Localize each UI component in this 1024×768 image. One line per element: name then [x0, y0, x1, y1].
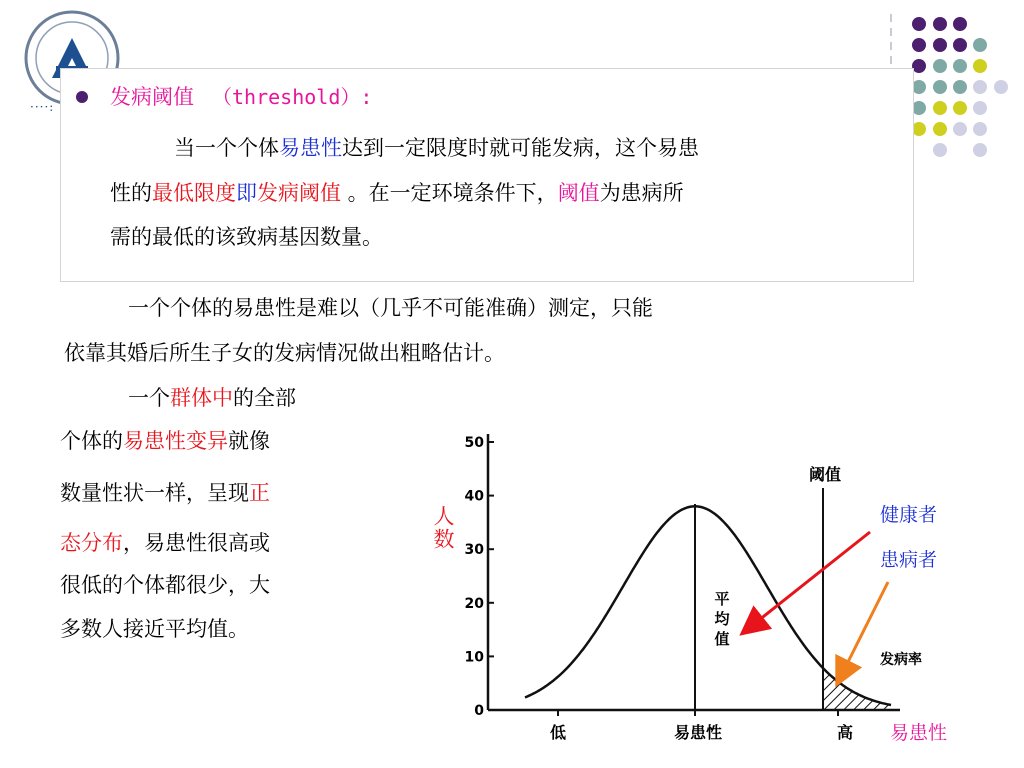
y-ticks — [465, 435, 494, 719]
para2-line-1 — [128, 376, 296, 420]
text-span: 的全部 — [233, 386, 296, 410]
text-span: 性的 — [110, 181, 152, 205]
y-axis-label: 人数 — [431, 505, 455, 551]
para2-line-2 — [60, 419, 270, 463]
distribution-curve — [525, 506, 891, 705]
highlight-susceptibility: 易患性 — [279, 136, 342, 160]
highlight-ji: 即 — [236, 181, 257, 205]
highlight-normal-2: 态分布 — [60, 531, 123, 555]
para1-line-2: 依靠其婚后所生子女的发病情况做出粗略估计。 — [64, 341, 505, 365]
text-span: ，易患性很高或 — [123, 531, 270, 555]
text-span: 个体的 — [60, 429, 123, 453]
healthy-arrow — [744, 532, 870, 632]
patient-label: 患病者 — [880, 549, 938, 571]
highlight-normal-1: 正 — [249, 481, 270, 505]
para2-line-4 — [60, 521, 270, 565]
x-axis-label: 易患性 — [890, 722, 948, 744]
x-tick-high: 高 — [836, 723, 854, 742]
liability-distribution-chart — [430, 420, 990, 750]
para1-line-1: 一个个体的易患性是难以（几乎不可能准确）测定，只能 — [128, 296, 653, 320]
mean-label — [714, 590, 730, 648]
y-tick-label: 10 — [464, 649, 484, 666]
healthy-label: 健康者 — [880, 504, 938, 526]
threshold-label: 阈值 — [808, 465, 842, 484]
text-span: 。在一定环境条件下， — [341, 181, 558, 205]
y-tick-label: 0 — [474, 703, 484, 719]
highlight-threshold-2: 阈值 — [557, 181, 600, 205]
y-tick-label: 40 — [464, 488, 484, 505]
mean-label-char: 值 — [714, 630, 730, 648]
highlight-min-limit: 最低限度 — [152, 181, 236, 205]
text-span: 达到一定限度时就可能发病，这个易患 — [342, 136, 699, 160]
text-span: 为患病所 — [599, 181, 684, 205]
definition-heading — [110, 82, 372, 112]
bullet-icon — [76, 91, 88, 103]
y-tick-label: 20 — [464, 595, 484, 612]
para2-line-6: 多数人接近平均值。 — [60, 617, 249, 641]
term-zh: 发病阈值 — [110, 85, 194, 109]
incidence-label: 发病率 — [880, 652, 922, 668]
highlight-variation: 易患性变异 — [123, 429, 228, 453]
highlight-population: 群体中 — [170, 386, 233, 410]
mean-label-char: 平 — [714, 590, 730, 608]
definition-line-3: 需的最低的该致病基因数量。 — [110, 225, 383, 249]
mean-label-char: 均 — [714, 610, 730, 628]
definition-line-2 — [110, 171, 684, 215]
text-span: 当一个个体 — [174, 136, 279, 160]
logo-text — [30, 40, 36, 41]
dot-pattern-decoration — [898, 14, 1018, 164]
highlight-threshold: 发病阈值 — [257, 181, 341, 205]
text-span: 就像 — [228, 429, 270, 453]
term-en: （threshold）: — [212, 85, 373, 109]
dotted-decoration: ····: — [30, 100, 55, 114]
x-tick-mid: 易患性 — [673, 723, 723, 742]
para2-line-3 — [60, 471, 270, 515]
text-span: 数量性状一样，呈现 — [60, 481, 249, 505]
y-tick-label: 50 — [464, 435, 484, 451]
definition-line-1 — [110, 126, 699, 170]
para2-line-5: 很低的个体都很少，大 — [60, 573, 270, 597]
y-tick-label: 30 — [464, 542, 484, 559]
x-tick-low: 低 — [549, 723, 567, 742]
text-span: 一个 — [128, 386, 170, 410]
